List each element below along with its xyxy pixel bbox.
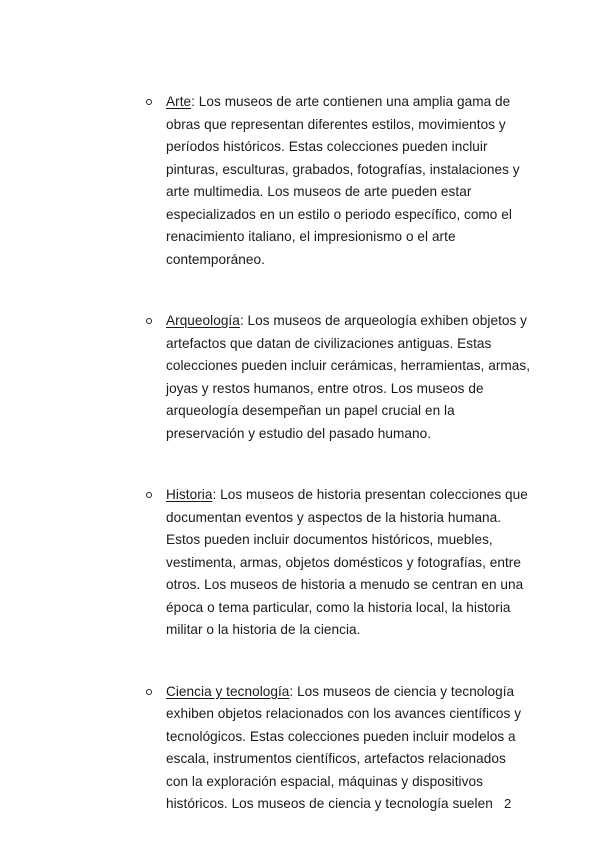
item-text-line: contemporáneo. [166,251,265,267]
item-first-line [166,310,528,333]
term-arqueologia: Arqueología [166,313,240,328]
term-arte: Arte [166,94,192,109]
item-text-line: otros. Los museos de historia a menudo se centran en una [166,577,524,592]
item-text-line: renacimiento italiano, el impresionismo o el arte [166,229,456,244]
list-item-historia [146,484,528,642]
item-text-line: época o tema particular, como la historia local, la historia [166,599,511,615]
item-intro-text: : Los museos de arqueología exhiben objetos y [239,313,528,328]
item-text-line: arqueología desempeñan un papel crucial en la [166,403,455,418]
item-intro-text: : Los museos de arte contienen una amplia gama de [191,94,511,109]
item-text-line: pinturas, esculturas, grabados, fotografías, instalaciones y [166,161,520,177]
hollow-circle-bullet-icon [146,492,152,498]
item-text-line: documentan eventos y aspectos de la historia humana. [166,509,502,525]
item-text-line: exhiben objetos relacionados con los avances científicos y [166,706,522,721]
hollow-circle-bullet-icon [146,689,152,695]
item-text-line: con la exploración espacial, máquinas y dispositivos [166,773,483,789]
item-text-line: arte multimedia. Los museos de arte pueden estar [166,184,472,199]
item-first-line [166,484,528,507]
item-text-line: colecciones pueden incluir cerámicas, herramientas, armas, [166,358,531,373]
item-text-line: obras que representan diferentes estilos, movimientos y [166,116,506,132]
museum-type-list [146,91,531,816]
item-text-line: períodos históricos. Estas colecciones pueden incluir [166,139,488,154]
page-number: 2 [504,796,512,811]
list-item-arqueologia [146,310,531,445]
item-intro-text: : Los museos de ciencia y tecnología [289,683,515,699]
term-ciencia-tecnologia: Ciencia y tecnología [166,683,290,699]
item-first-line [166,91,518,114]
item-text-line: vestimenta, armas, objetos domésticos y fotografías, entre [166,554,521,570]
item-text-line: históricos. Los museos de ciencia y tecnología suelen [166,796,493,811]
list-item-ciencia-tecnologia [146,681,522,816]
item-text-line: escala, instrumentos científicos, artefactos relacionados [166,751,506,766]
item-text-line: preservación y estudio del pasado humano. [166,425,432,441]
hollow-circle-bullet-icon [146,99,152,105]
list-item-arte [146,91,518,271]
item-text-line: tecnológicos. Estas colecciones pueden incluir modelos a [166,728,516,744]
item-first-line [166,681,518,704]
item-text-line: especializados en un estilo o periodo específico, como el [166,206,512,222]
item-intro-text: : Los museos de historia presentan colecciones que [212,487,528,502]
item-text-line: militar o la historia de la ciencia. [166,622,361,637]
item-text-line: artefactos que datan de civilizaciones antiguas. Estas [166,335,492,351]
item-text-line: joyas y restos humanos, entre otros. Los museos de [166,380,484,396]
term-historia: Historia [166,487,213,502]
hollow-circle-bullet-icon [146,318,152,324]
item-text-line: Estos pueden incluir documentos históricos, muebles, [166,532,493,547]
